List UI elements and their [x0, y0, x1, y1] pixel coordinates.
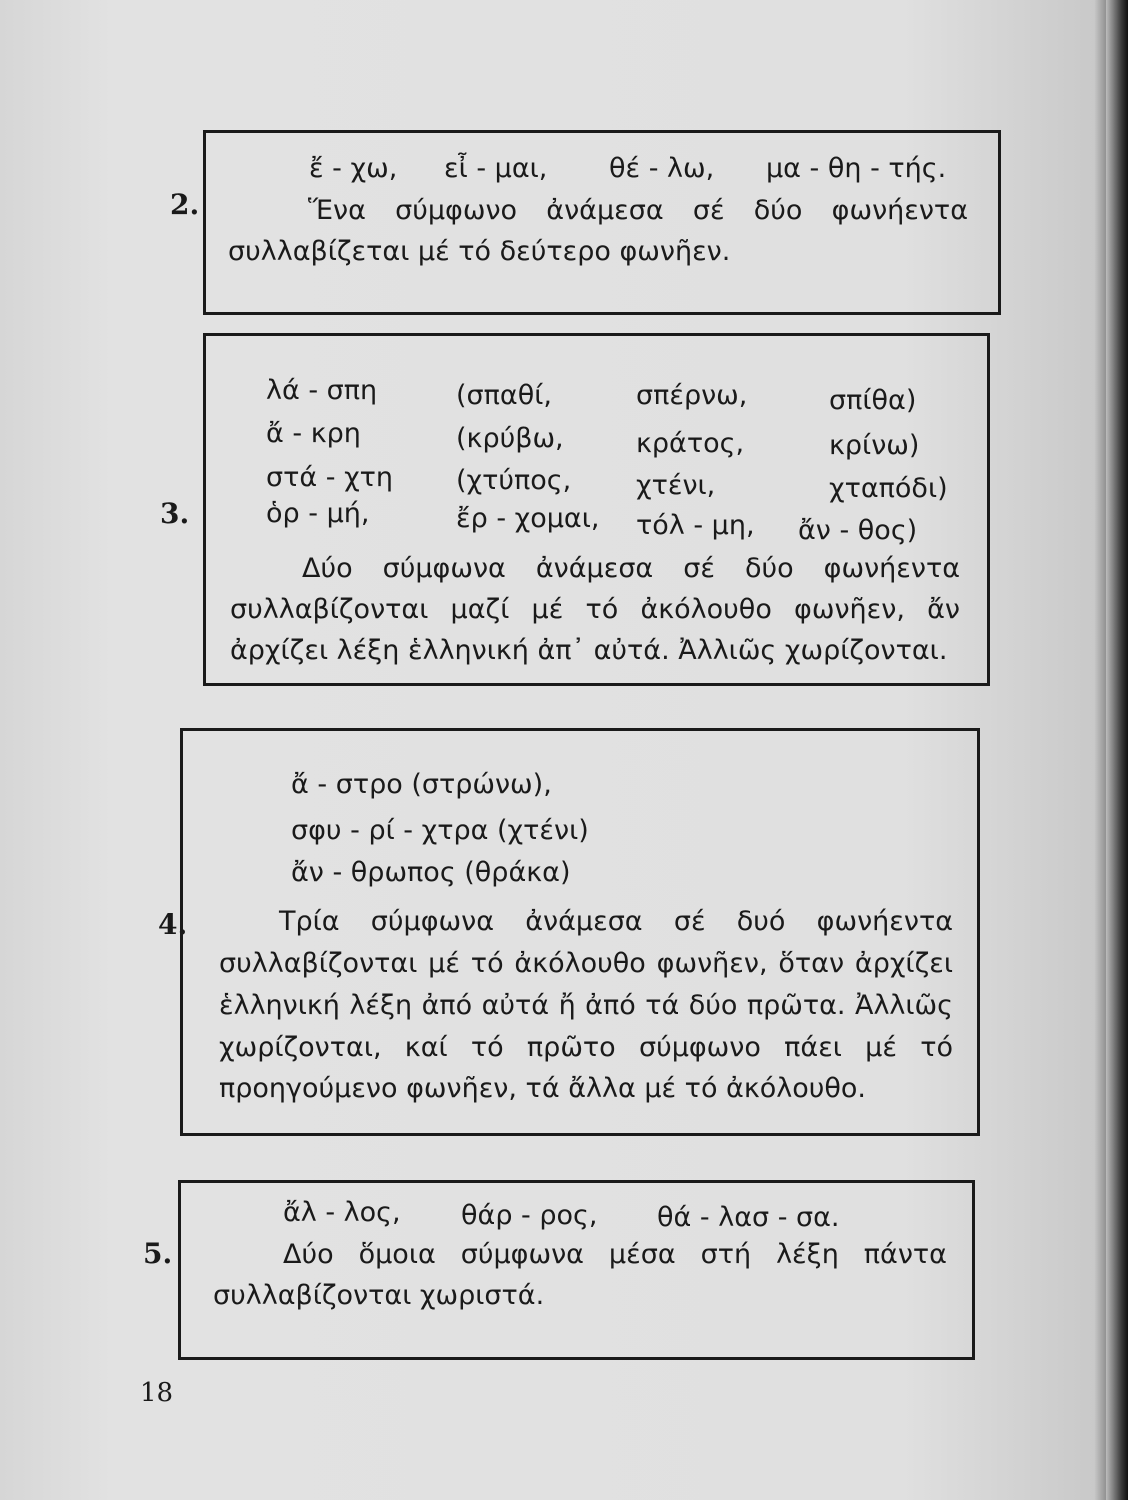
example-word: σπίθα) [829, 385, 917, 416]
rule-text: Ἕνα σύμφωνο ἀνάμεσα σέ δύο φωνήεντα συλλαβίζεται μέ τό δεύτερο φωνῆεν. [228, 195, 968, 267]
example-word: θέ - λω, [609, 153, 715, 184]
example-word: (κρύβω, [456, 423, 564, 454]
example-word: εἶ - μαι, [444, 153, 548, 184]
example-word: ἄν - θος) [798, 515, 918, 546]
example-word: σφυ - ρί - χτρα (χτένι) [291, 815, 589, 846]
example-word: ἔ - χω, [309, 153, 398, 184]
example-word: τόλ - μη, [636, 510, 755, 541]
section-number: 3. [160, 497, 190, 530]
example-word: θά - λασ - σα. [657, 1202, 840, 1233]
page-number: 18 [140, 1378, 174, 1408]
rule-box-2 [203, 130, 1001, 315]
example-word: ἔρ - χομαι, [456, 503, 600, 534]
section-number: 2. [170, 188, 200, 221]
rule-box-3 [203, 333, 990, 686]
example-word: χταπόδι) [829, 473, 948, 504]
example-word: κρίνω) [829, 430, 920, 461]
example-word: λά - σπη [266, 375, 378, 406]
rule-box-5 [178, 1180, 975, 1360]
example-word: ἄ - στρο (στρώνω), [291, 769, 552, 800]
example-word: κράτος, [636, 428, 745, 459]
rule-text: Δύο ὅμοια σύμφωνα μέσα στή λέξη πάντα συλλαβίζονται χωριστά. [213, 1239, 947, 1311]
rule-text: Δύο σύμφωνα ἀνάμεσα σέ δύο φωνήεντα συλλαβίζονται μαζί μέ τό ἀκόλουθο φωνῆεν, ἄν ἀρχίζει λέξη ἑλληνική ἀπ᾽ αὐτά. Ἀλλιῶς χωρίζονται. [230, 553, 960, 667]
example-word: (χτύπος, [456, 465, 572, 496]
example-word: ὁρ - μή, [266, 498, 370, 529]
rule-box-4 [180, 728, 980, 1136]
example-word: σπέρνω, [636, 380, 748, 411]
example-word: χτένι, [636, 470, 716, 501]
section-number: 5. [143, 1237, 173, 1270]
example-word: στά - χτη [266, 462, 394, 493]
example-word: μα - θη - τής. [766, 153, 947, 184]
book-spine-shadow [1106, 0, 1128, 1500]
example-word: θάρ - ρος, [461, 1200, 598, 1231]
example-word: ἄ - κρη [266, 418, 361, 449]
rule-text: Τρία σύμφωνα ἀνάμεσα σέ δυό φωνήεντα συλλαβίζονται μέ τό ἀκόλουθο φωνῆεν, ὅταν ἀρχίζει ἑλληνική λέξη ἀπό αὐτά ἤ ἀπό τά δύο πρῶτα. Ἀλλιῶς χωρίζονται, καί τό πρῶτο σύμφωνο πάει μέ τό προηγούμενο φωνῆεν, τά ἄλλα μέ τό ἀκόλουθο. [219, 906, 953, 1105]
example-word: (σπαθί, [456, 380, 552, 411]
section-number: 4. [158, 908, 188, 941]
example-word: ἄν - θρωπος (θράκα) [291, 857, 571, 888]
example-word: ἄλ - λος, [283, 1197, 401, 1228]
